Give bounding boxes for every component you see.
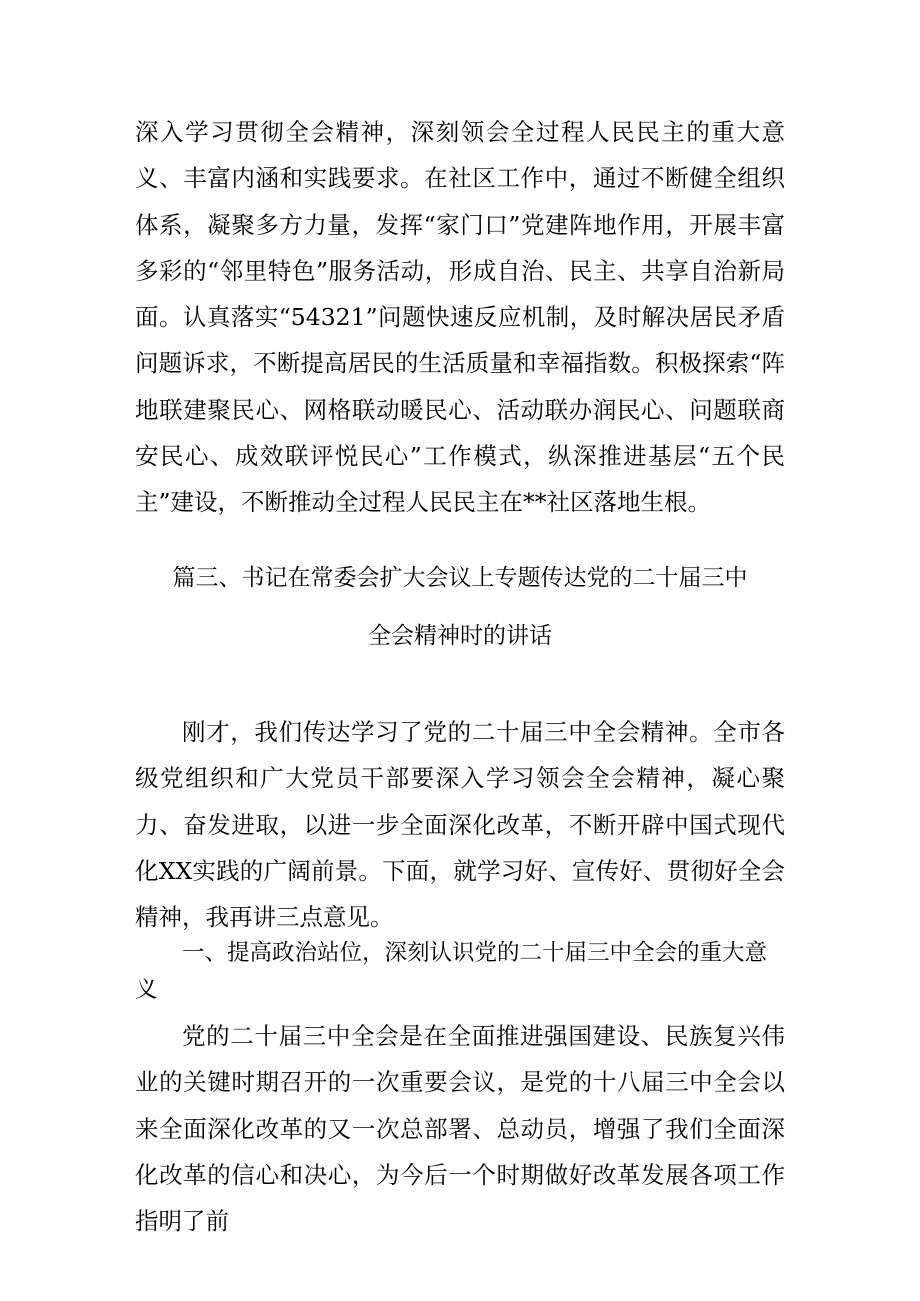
section-title-line-2: 全会精神时的讲话: [368, 623, 552, 649]
section-heading: 一、提高政治站位，深刻认识党的二十届三中全会的重大意义: [135, 940, 768, 1003]
section-title-line-1: 篇三、书记在常委会扩大会议上专题传达党的二十届三中: [172, 565, 748, 591]
body-paragraph-3: 党的二十届三中全会是在全面推进强国建设、民族复兴伟业的关键时期召开的一次重要会议，是党的十八届三中全会以来全面深化改革的又一次总部署、总动员，增强了我们全面深化改革的信心和决心，为今后一个时期做好改革发展各项工作指明了前: [135, 1022, 785, 1236]
body-paragraph-2: 刚才，我们传达学习了党的二十届三中全会精神。全市各级党组织和广大党员干部要深入学习领会全会精神，凝心聚力、奋发进取，以进一步全面深化改革，不断开辟中国式现代化XX实践的广阔前景。下面，就学习好、宣传好、贯彻好全会精神，我再讲三点意见。: [135, 718, 785, 932]
body-paragraph-1: 深入学习贯彻全会精神，深刻领会全过程人民民主的重大意义、丰富内涵和实践要求。在社区工作中，通过不断健全组织体系，凝聚多方力量，发挥“家门口”党建阵地作用，开展丰富多彩的“邻里特色”服务活动，形成自治、民主、共享自治新局面。认真落实“54321”问题快速反应机制，及时解决居民矛盾问题诉求，不断提高居民的生活质量和幸福指数。积极探索“阵地联建聚民心、网格联动暖民心、活动联办润民心、问题联商安民心、成效联评悦民心”工作模式，纵深推进基层“五个民主”建设，不断推动全过程人民民主在**社区落地生根。: [135, 118, 785, 517]
